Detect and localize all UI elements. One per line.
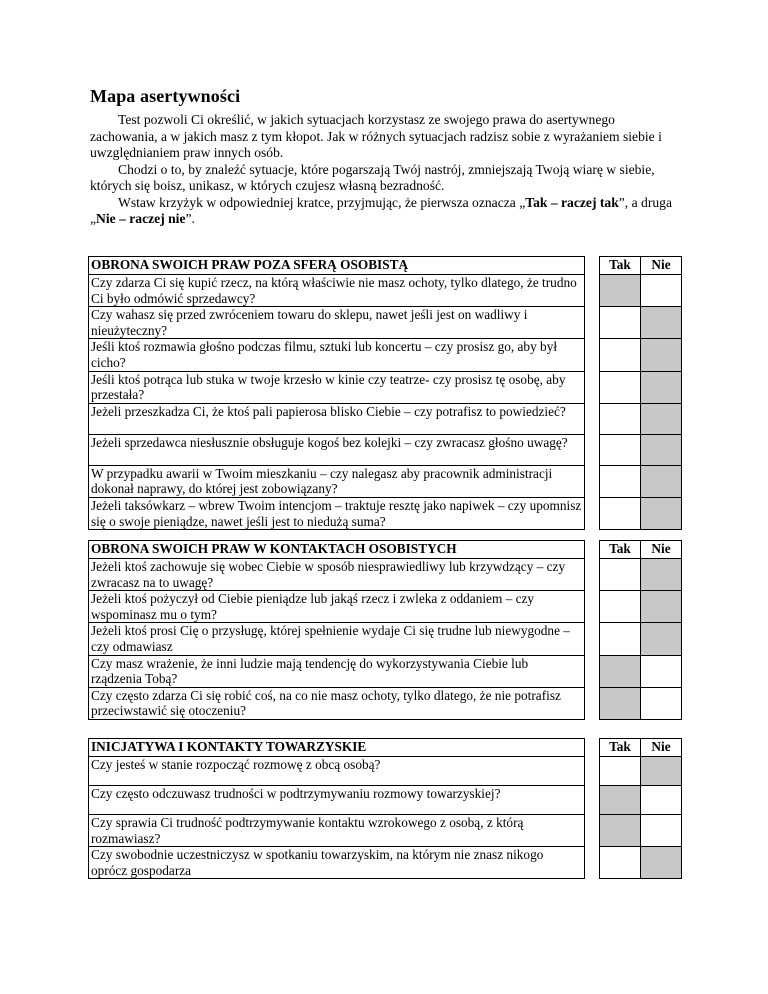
answer-box-tak[interactable] (600, 591, 641, 623)
table-section-1 (88, 256, 682, 530)
answer-box-tak[interactable] (600, 465, 641, 497)
spacer (585, 815, 600, 847)
intro-paragraph-3 (90, 195, 675, 228)
answer-box-nie[interactable] (641, 307, 682, 339)
answer-box-nie[interactable] (641, 847, 682, 879)
answer-box-tak[interactable] (600, 623, 641, 655)
question-text: Jeżeli przeszkadza Ci, że ktoś pali papierosa blisko Ciebie – czy potrafisz to powiedzieć? (89, 403, 585, 434)
question-text: Jeżeli taksówkarz – wbrew Twoim intencjom – traktuje resztę jako napiwek – czy upomnisz się o swoje pieniądze, nawet jeśli jest to niedużą suma? (89, 497, 585, 529)
question-text: Czy często zdarza Ci się robić coś, na co nie masz ochoty, tylko dlatego, że nie potrafisz przeciwstawić się otoczeniu? (89, 687, 585, 719)
question-text: Czy zdarza Ci się kupić rzecz, na którą właściwie nie masz ochoty, tylko dlatego, że trudno Ci było odmówić sprzedawcy? (89, 275, 585, 307)
answer-box-nie[interactable] (641, 687, 682, 719)
spacer (585, 403, 600, 434)
answer-box-nie[interactable] (641, 371, 682, 403)
question-text: Jeżeli ktoś zachowuje się wobec Ciebie w sposób niesprawiedliwy lub krzywdzący – czy zwracasz na to uwagę? (89, 559, 585, 591)
intro-text: ”, a druga „ (90, 194, 672, 226)
answer-box-tak[interactable] (600, 847, 641, 879)
answer-box-tak[interactable] (600, 339, 641, 371)
table-row (89, 497, 682, 529)
question-text: Czy swobodnie uczestniczysz w spotkaniu towarzyskim, na którym nie znasz nikogo oprócz gospodarza (89, 847, 585, 879)
question-text: Jeśli ktoś potrąca lub stuka w twoje krzesło w kinie czy teatrze- czy prosisz tę osobę, aby przestała? (89, 371, 585, 403)
intro-paragraph-2: Chodzi o to, by znaleźć sytuacje, które pogarszają Twój nastrój, zmniejszają Twoją wiarę w siebie, których się boisz, unikasz, w których czujesz własną bezradność. (90, 161, 655, 193)
table-row (89, 623, 682, 655)
spacer (585, 275, 600, 307)
question-text: W przypadku awarii w Twoim mieszkaniu – czy nalegasz aby pracownik administracji dokonał naprawy, do której jest zobowiązany? (89, 465, 585, 497)
spacer (585, 687, 600, 719)
answer-box-tak[interactable] (600, 786, 641, 815)
table-row (89, 371, 682, 403)
table-row (89, 687, 682, 719)
question-text: Czy często odczuwasz trudności w podtrzymywaniu rozmowy towarzyskiej? (89, 786, 585, 815)
answer-box-nie[interactable] (641, 275, 682, 307)
answer-box-tak[interactable] (600, 275, 641, 307)
answer-box-nie[interactable] (641, 786, 682, 815)
page-title: Mapa asertywności (90, 86, 241, 106)
column-header-nie: Nie (641, 257, 682, 275)
answer-box-nie[interactable] (641, 815, 682, 847)
spacer (585, 739, 600, 757)
question-text: Czy wahasz się przed zwróceniem towaru do sklepu, nawet jeśli jest on wadliwy i nieużyteczny? (89, 307, 585, 339)
answer-box-nie[interactable] (641, 591, 682, 623)
section-header-row (89, 541, 682, 559)
table-row (89, 434, 682, 465)
section-header-row (89, 739, 682, 757)
spacer (585, 655, 600, 687)
answer-box-nie[interactable] (641, 757, 682, 786)
column-header-tak: Tak (600, 739, 641, 757)
question-text: Jeżeli ktoś prosi Cię o przysługę, której spełnienie wydaje Ci się trudne lub niewygodne – czy odmawiasz (89, 623, 585, 655)
answer-box-nie[interactable] (641, 403, 682, 434)
question-text: Czy jesteś w stanie rozpocząć rozmowę z obcą osobą? (89, 757, 585, 786)
answer-box-tak[interactable] (600, 307, 641, 339)
spacer (585, 559, 600, 591)
section-header: INICJATYWA I KONTAKTY TOWARZYSKIE (89, 739, 585, 757)
answer-box-tak[interactable] (600, 815, 641, 847)
table-row (89, 591, 682, 623)
question-text: Czy sprawia Ci trudność podtrzymywanie kontaktu wzrokowego z osobą, z którą rozmawiasz? (89, 815, 585, 847)
answer-box-nie[interactable] (641, 655, 682, 687)
spacer (585, 497, 600, 529)
answer-box-tak[interactable] (600, 403, 641, 434)
answer-box-tak[interactable] (600, 497, 641, 529)
intro-paragraph-1: Test pozwoli Ci określić, w jakich sytuacjach korzystasz ze swojego prawa do asertywnego zachowania, a w jakich masz z tym kłopot. Jak w różnych sytuacjach radzisz sobie z wyrażaniem siebie i uwzględnianiem praw innych osób. (90, 112, 662, 160)
question-text: Jeżeli sprzedawca niesłusznie obsługuje kogoś bez kolejki – czy zwracasz głośno uwagę? (89, 434, 585, 465)
answer-box-nie[interactable] (641, 465, 682, 497)
table-row (89, 559, 682, 591)
table-row (89, 815, 682, 847)
column-header-nie: Nie (641, 739, 682, 757)
spacer (585, 307, 600, 339)
table-row (89, 847, 682, 879)
intro (90, 112, 675, 228)
column-header-nie: Nie (641, 541, 682, 559)
table-row (89, 786, 682, 815)
spacer (585, 371, 600, 403)
spacer (585, 257, 600, 275)
section-header: OBRONA SWOICH PRAW W KONTAKTACH OSOBISTYCH (89, 541, 585, 559)
table-row (89, 275, 682, 307)
table-row (89, 307, 682, 339)
answer-box-tak[interactable] (600, 559, 641, 591)
spacer (585, 757, 600, 786)
intro-option-yes: Tak – raczej tak (525, 194, 619, 210)
question-text: Jeżeli ktoś pożyczył od Ciebie pieniądze lub jakąś rzecz i zwleka z oddaniem – czy wspominasz mu o tym? (89, 591, 585, 623)
answer-box-nie[interactable] (641, 559, 682, 591)
answer-box-tak[interactable] (600, 434, 641, 465)
table-row (89, 655, 682, 687)
intro-text: ”. (185, 211, 195, 226)
question-text: Jeśli ktoś rozmawia głośno podczas filmu, sztuki lub koncertu – czy prosisz go, aby był cicho? (89, 339, 585, 371)
section-header-row (89, 257, 682, 275)
spacer (585, 623, 600, 655)
question-text: Czy masz wrażenie, że inni ludzie mają tendencję do wykorzystywania Ciebie lub rządzenia Tobą? (89, 655, 585, 687)
table-section-3 (88, 738, 682, 879)
spacer (585, 786, 600, 815)
column-header-tak: Tak (600, 541, 641, 559)
table-row (89, 757, 682, 786)
table-row (89, 339, 682, 371)
answer-box-nie[interactable] (641, 623, 682, 655)
answer-box-nie[interactable] (641, 497, 682, 529)
spacer (585, 465, 600, 497)
spacer (585, 541, 600, 559)
answer-box-tak[interactable] (600, 371, 641, 403)
intro-text: Wstaw krzyżyk w odpowiedniej kratce, przyjmując, że pierwsza oznacza „ (118, 194, 526, 210)
spacer (585, 339, 600, 371)
answer-box-tak[interactable] (600, 655, 641, 687)
spacer (585, 847, 600, 879)
table-row (89, 403, 682, 434)
answer-box-nie[interactable] (641, 434, 682, 465)
spacer (585, 591, 600, 623)
section-header: OBRONA SWOICH PRAW POZA SFERĄ OSOBISTĄ (89, 257, 585, 275)
table-row (89, 465, 682, 497)
intro-option-no: Nie – raczej nie (96, 211, 186, 226)
answer-box-nie[interactable] (641, 339, 682, 371)
spacer (585, 434, 600, 465)
answer-box-tak[interactable] (600, 757, 641, 786)
table-section-2 (88, 540, 682, 720)
answer-box-tak[interactable] (600, 687, 641, 719)
column-header-tak: Tak (600, 257, 641, 275)
